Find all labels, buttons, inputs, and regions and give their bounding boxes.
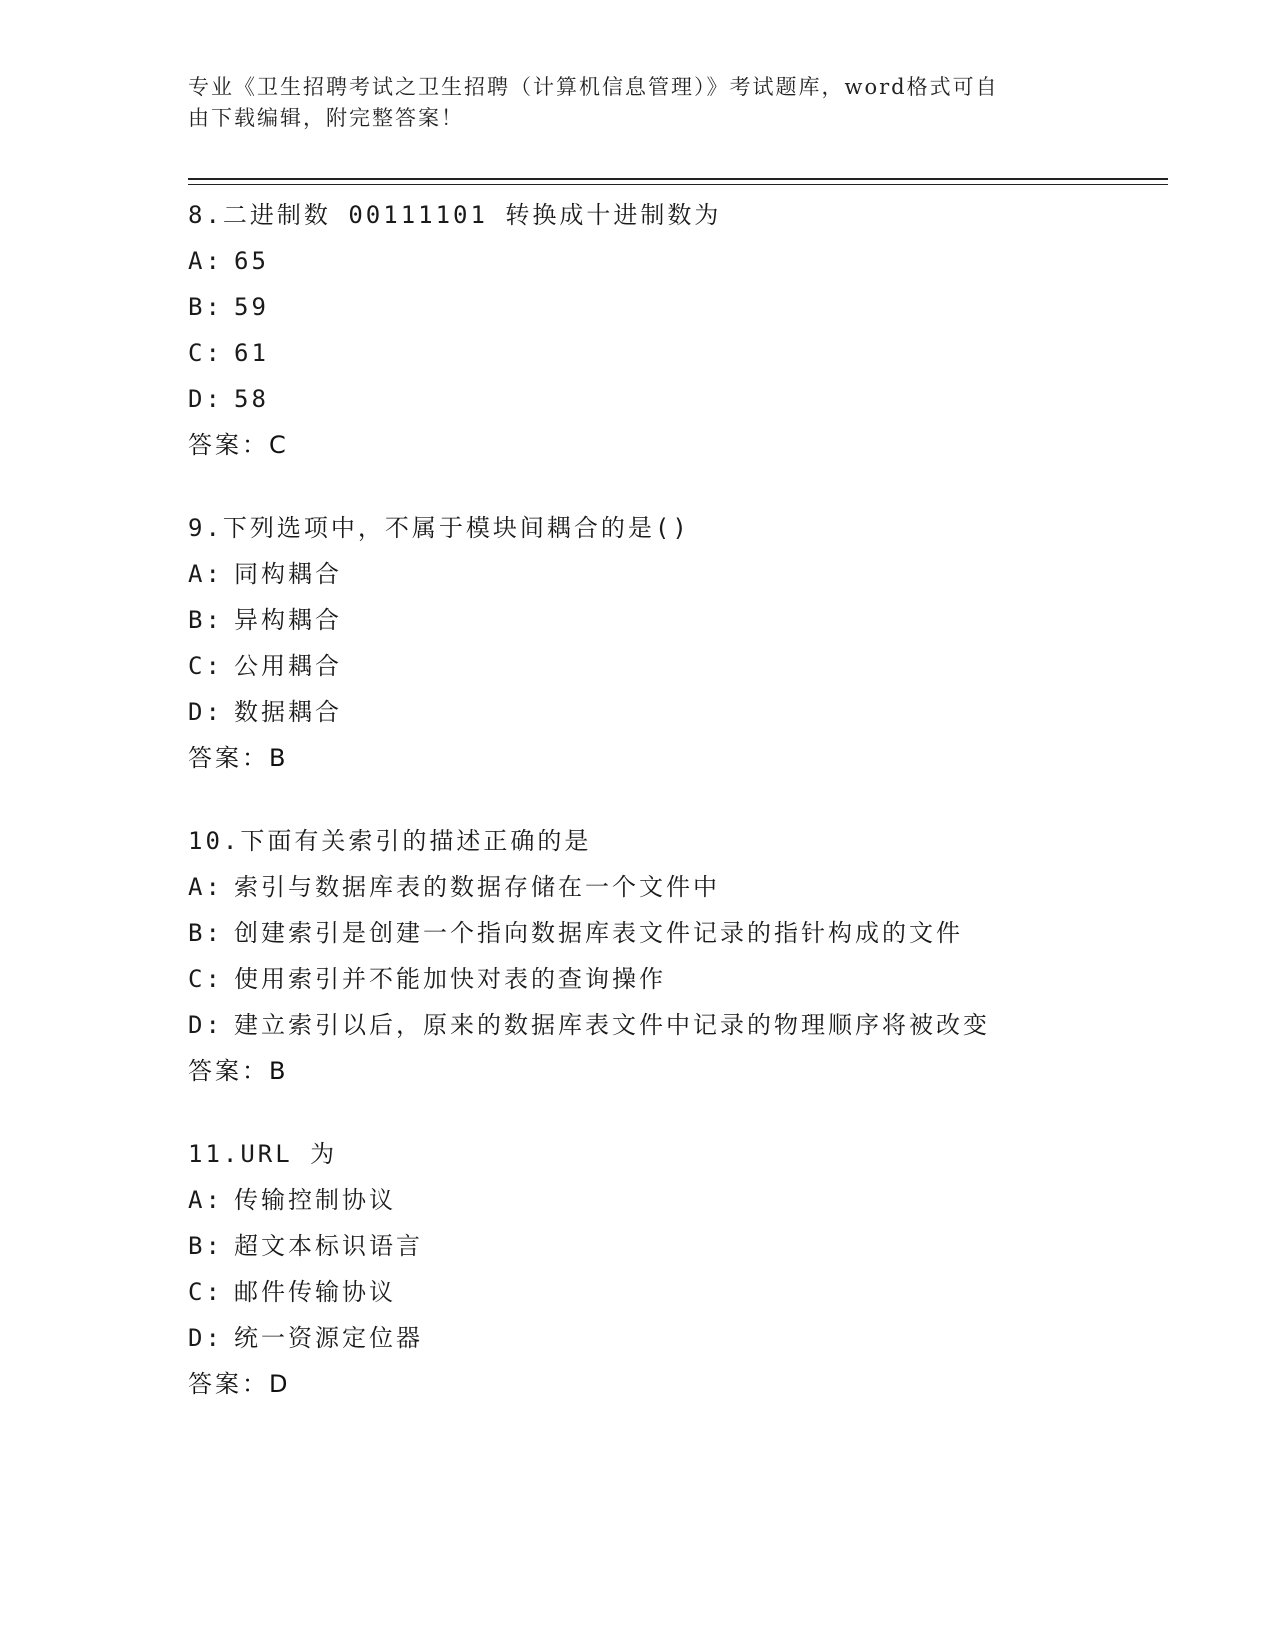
option-key: B: xyxy=(188,1232,223,1260)
question-stem: 8.二进制数 00111101 转换成十进制数为 xyxy=(188,201,722,229)
option-key: C: xyxy=(188,1278,223,1306)
option-text: 传输控制协议 xyxy=(234,1186,396,1214)
option-a xyxy=(188,864,1168,910)
question-stem: 10.下面有关索引的描述正确的是 xyxy=(188,827,592,855)
option-a xyxy=(188,238,1168,284)
option-text: 59 xyxy=(234,293,269,321)
question-stem: 11.URL 为 xyxy=(188,1140,338,1168)
option-b xyxy=(188,597,1168,643)
option-c xyxy=(188,330,1168,376)
option-key: B: xyxy=(188,606,223,634)
question-11 xyxy=(188,1131,1168,1407)
header-line-2: 由下载编辑，附完整答案！ xyxy=(188,106,464,130)
option-text: 超文本标识语言 xyxy=(234,1232,423,1260)
option-key: B: xyxy=(188,919,223,947)
option-key: D: xyxy=(188,1011,223,1039)
option-text: 61 xyxy=(234,339,269,367)
question-stem: 9.下列选项中，不属于模块间耦合的是() xyxy=(188,514,690,542)
option-key: D: xyxy=(188,698,223,726)
option-c xyxy=(188,956,1168,1002)
option-key: A: xyxy=(188,247,223,275)
answer-label: 答案：D xyxy=(188,1370,291,1398)
option-b xyxy=(188,910,1168,956)
document-header xyxy=(188,72,1088,134)
question-list xyxy=(188,192,1168,1444)
option-d xyxy=(188,1315,1168,1361)
option-key: A: xyxy=(188,560,223,588)
option-c xyxy=(188,1269,1168,1315)
question-9 xyxy=(188,505,1168,781)
question-10 xyxy=(188,818,1168,1094)
option-text: 异构耦合 xyxy=(234,606,342,634)
option-text: 邮件传输协议 xyxy=(234,1278,396,1306)
option-key: C: xyxy=(188,965,223,993)
option-text: 同构耦合 xyxy=(234,560,342,588)
option-b xyxy=(188,284,1168,330)
header-divider-thin xyxy=(188,184,1168,185)
option-text: 创建索引是创建一个指向数据库表文件记录的指针构成的文件 xyxy=(234,919,963,947)
option-a xyxy=(188,551,1168,597)
option-key: C: xyxy=(188,339,223,367)
answer-label: 答案：C xyxy=(188,431,289,459)
option-text: 使用索引并不能加快对表的查询操作 xyxy=(234,965,666,993)
option-b xyxy=(188,1223,1168,1269)
option-text: 公用耦合 xyxy=(234,652,342,680)
option-d xyxy=(188,376,1168,422)
answer-label: 答案：B xyxy=(188,744,289,772)
option-d xyxy=(188,689,1168,735)
option-a xyxy=(188,1177,1168,1223)
option-key: D: xyxy=(188,385,223,413)
option-key: B: xyxy=(188,293,223,321)
option-text: 索引与数据库表的数据存储在一个文件中 xyxy=(234,873,720,901)
option-text: 建立索引以后，原来的数据库表文件中记录的物理顺序将被改变 xyxy=(234,1011,990,1039)
option-text: 58 xyxy=(234,385,269,413)
option-text: 数据耦合 xyxy=(234,698,342,726)
header-line-1: 专业《卫生招聘考试之卫生招聘（计算机信息管理）》考试题库，word格式可自 xyxy=(188,75,999,99)
option-key: C: xyxy=(188,652,223,680)
question-8 xyxy=(188,192,1168,468)
option-key: D: xyxy=(188,1324,223,1352)
option-key: A: xyxy=(188,873,223,901)
option-text: 统一资源定位器 xyxy=(234,1324,423,1352)
option-d xyxy=(188,1002,1168,1048)
answer-label: 答案：B xyxy=(188,1057,289,1085)
option-key: A: xyxy=(188,1186,223,1214)
option-text: 65 xyxy=(234,247,269,275)
option-c xyxy=(188,643,1168,689)
header-divider-thick xyxy=(188,178,1168,180)
